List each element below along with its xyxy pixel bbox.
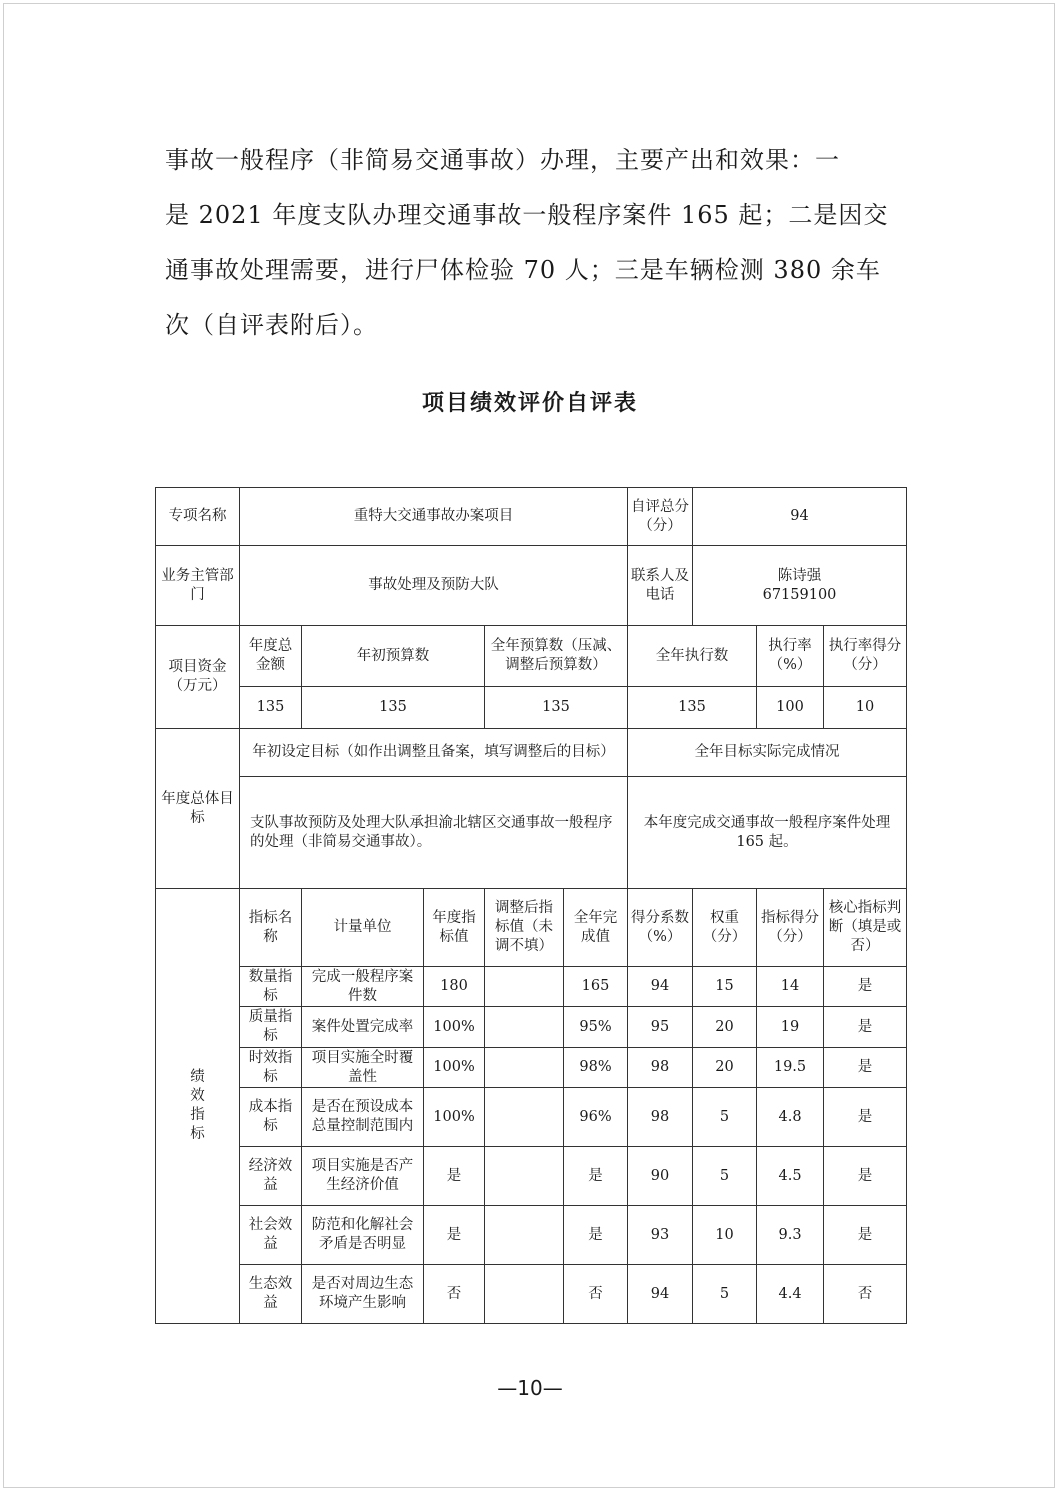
perf-header-unit: 计量单位 bbox=[302, 889, 424, 967]
table-row bbox=[156, 1147, 907, 1206]
perf-weight: 5 bbox=[693, 1088, 757, 1147]
perf-adjusted bbox=[485, 1088, 564, 1147]
funds-executed: 135 bbox=[628, 687, 757, 729]
funds-header-row bbox=[156, 626, 907, 687]
table-row bbox=[156, 1007, 907, 1048]
perf-target: 100% bbox=[424, 1088, 485, 1147]
perf-weight: 15 bbox=[693, 967, 757, 1007]
perf-adjusted bbox=[485, 1048, 564, 1088]
perf-done: 95% bbox=[564, 1007, 628, 1048]
table-row bbox=[156, 1048, 907, 1088]
perf-score: 14 bbox=[757, 967, 824, 1007]
perf-adjusted bbox=[485, 1206, 564, 1265]
perf-adjusted bbox=[485, 1007, 564, 1048]
goal-content-row bbox=[156, 777, 907, 889]
perf-core: 否 bbox=[824, 1265, 907, 1324]
funds-adjusted: 135 bbox=[485, 687, 628, 729]
perf-header-done: 全年完成值 bbox=[564, 889, 628, 967]
goal-label: 年度总体目标 bbox=[156, 729, 240, 889]
perf-header-coef: 得分系数（%） bbox=[628, 889, 693, 967]
perf-unit: 项目实施全时覆盖性 bbox=[302, 1048, 424, 1088]
perf-header-adjusted: 调整后指标值（未调不填） bbox=[485, 889, 564, 967]
perf-done: 是 bbox=[564, 1147, 628, 1206]
perf-name: 数量指标 bbox=[240, 967, 302, 1007]
perf-adjusted bbox=[485, 967, 564, 1007]
funds-header-executed: 全年执行数 bbox=[628, 626, 757, 687]
table-row bbox=[156, 1265, 907, 1324]
perf-header-target: 年度指标值 bbox=[424, 889, 485, 967]
perf-unit: 案件处置完成率 bbox=[302, 1007, 424, 1048]
perf-header-core: 核心指标判断（填是或否） bbox=[824, 889, 907, 967]
perf-done: 否 bbox=[564, 1265, 628, 1324]
funds-header-adjusted: 全年预算数（压减、调整后预算数） bbox=[485, 626, 628, 687]
self-score-label: 自评总分（分） bbox=[628, 488, 693, 546]
perf-header-score: 指标得分（分） bbox=[757, 889, 824, 967]
table-row bbox=[156, 1088, 907, 1147]
perf-target: 是 bbox=[424, 1147, 485, 1206]
intro-line: 通事故处理需要，进行尸体检验 70 人；三是车辆检测 380 余车 bbox=[165, 256, 881, 284]
perf-coef: 95 bbox=[628, 1007, 693, 1048]
goal-header-row bbox=[156, 729, 907, 777]
funds-total: 135 bbox=[240, 687, 302, 729]
perf-name: 社会效益 bbox=[240, 1206, 302, 1265]
perf-coef: 93 bbox=[628, 1206, 693, 1265]
perf-coef: 98 bbox=[628, 1048, 693, 1088]
contact-name: 陈诗强 bbox=[777, 567, 822, 584]
perf-header-weight: 权重（分） bbox=[693, 889, 757, 967]
goal-set: 支队事故预防及处理大队承担渝北辖区交通事故一般程序的处理（非简易交通事故）。 bbox=[240, 777, 628, 889]
perf-done: 96% bbox=[564, 1088, 628, 1147]
perf-core: 是 bbox=[824, 1007, 907, 1048]
funds-rate: 100 bbox=[757, 687, 824, 729]
funds-header-rate: 执行率（%） bbox=[757, 626, 824, 687]
intro-paragraph bbox=[165, 133, 895, 353]
evaluation-table bbox=[155, 487, 907, 1324]
perf-target: 否 bbox=[424, 1265, 485, 1324]
perf-weight: 10 bbox=[693, 1206, 757, 1265]
perf-target: 是 bbox=[424, 1206, 485, 1265]
perf-coef: 94 bbox=[628, 967, 693, 1007]
perf-coef: 90 bbox=[628, 1147, 693, 1206]
perf-name: 时效指标 bbox=[240, 1048, 302, 1088]
self-score: 94 bbox=[693, 488, 907, 546]
perf-score: 4.8 bbox=[757, 1088, 824, 1147]
dept-label: 业务主管部门 bbox=[156, 546, 240, 626]
funds-rate-score: 10 bbox=[824, 687, 907, 729]
perf-score: 9.3 bbox=[757, 1206, 824, 1265]
perf-weight: 20 bbox=[693, 1007, 757, 1048]
perf-unit: 是否对周边生态环境产生影响 bbox=[302, 1265, 424, 1324]
table-row bbox=[156, 967, 907, 1007]
perf-score: 19.5 bbox=[757, 1048, 824, 1088]
goal-header-actual: 全年目标实际完成情况 bbox=[628, 729, 907, 777]
intro-line: 次（自评表附后）。 bbox=[165, 311, 378, 339]
funds-label: 项目资金（万元） bbox=[156, 626, 240, 729]
perf-unit: 是否在预设成本总量控制范围内 bbox=[302, 1088, 424, 1147]
perf-done: 是 bbox=[564, 1206, 628, 1265]
perf-core: 是 bbox=[824, 1048, 907, 1088]
perf-unit: 防范和化解社会矛盾是否明显 bbox=[302, 1206, 424, 1265]
goal-header-set: 年初设定目标（如作出调整且备案，填写调整后的目标） bbox=[240, 729, 628, 777]
intro-line: 是 2021 年度支队办理交通事故一般程序案件 165 起；二是因交 bbox=[165, 201, 889, 229]
contact-label: 联系人及电话 bbox=[628, 546, 693, 626]
dept-row bbox=[156, 546, 907, 626]
perf-header-name: 指标名称 bbox=[240, 889, 302, 967]
funds-header-initial: 年初预算数 bbox=[302, 626, 485, 687]
perf-core: 是 bbox=[824, 1088, 907, 1147]
perf-score: 4.4 bbox=[757, 1265, 824, 1324]
perf-adjusted bbox=[485, 1265, 564, 1324]
perf-weight: 5 bbox=[693, 1265, 757, 1324]
perf-name: 生态效益 bbox=[240, 1265, 302, 1324]
perf-target: 100% bbox=[424, 1048, 485, 1088]
perf-name: 经济效益 bbox=[240, 1147, 302, 1206]
perf-score: 4.5 bbox=[757, 1147, 824, 1206]
perf-weight: 5 bbox=[693, 1147, 757, 1206]
table-title: 项目绩效评价自评表 bbox=[421, 390, 638, 416]
perf-label bbox=[156, 889, 240, 1324]
funds-initial: 135 bbox=[302, 687, 485, 729]
project-name: 重特大交通事故办案项目 bbox=[240, 488, 628, 546]
perf-done: 98% bbox=[564, 1048, 628, 1088]
project-name-label: 专项名称 bbox=[156, 488, 240, 546]
funds-value-row bbox=[156, 687, 907, 729]
perf-weight: 20 bbox=[693, 1048, 757, 1088]
perf-unit: 项目实施是否产生经济价值 bbox=[302, 1147, 424, 1206]
perf-unit: 完成一般程序案件数 bbox=[302, 967, 424, 1007]
table-row bbox=[156, 1206, 907, 1265]
perf-target: 180 bbox=[424, 967, 485, 1007]
perf-header-row bbox=[156, 889, 907, 967]
perf-core: 是 bbox=[824, 1147, 907, 1206]
perf-core: 是 bbox=[824, 967, 907, 1007]
perf-score: 19 bbox=[757, 1007, 824, 1048]
perf-name: 成本指标 bbox=[240, 1088, 302, 1147]
perf-done: 165 bbox=[564, 967, 628, 1007]
page-number: —10— bbox=[497, 1376, 563, 1400]
perf-target: 100% bbox=[424, 1007, 485, 1048]
perf-label-text: 绩效指标 bbox=[190, 1069, 205, 1142]
perf-core: 是 bbox=[824, 1206, 907, 1265]
goal-actual: 本年度完成交通事故一般程序案件处理 165 起。 bbox=[628, 777, 907, 889]
contact-cell bbox=[693, 546, 907, 626]
funds-header-rate-score: 执行率得分（分） bbox=[824, 626, 907, 687]
perf-name: 质量指标 bbox=[240, 1007, 302, 1048]
perf-coef: 98 bbox=[628, 1088, 693, 1147]
funds-header-total: 年度总金额 bbox=[240, 626, 302, 687]
intro-line: 事故一般程序（非简易交通事故）办理，主要产出和效果：一 bbox=[165, 146, 840, 174]
perf-adjusted bbox=[485, 1147, 564, 1206]
dept: 事故处理及预防大队 bbox=[240, 546, 628, 626]
project-name-row bbox=[156, 488, 907, 546]
contact-phone: 67159100 bbox=[762, 586, 837, 603]
perf-coef: 94 bbox=[628, 1265, 693, 1324]
